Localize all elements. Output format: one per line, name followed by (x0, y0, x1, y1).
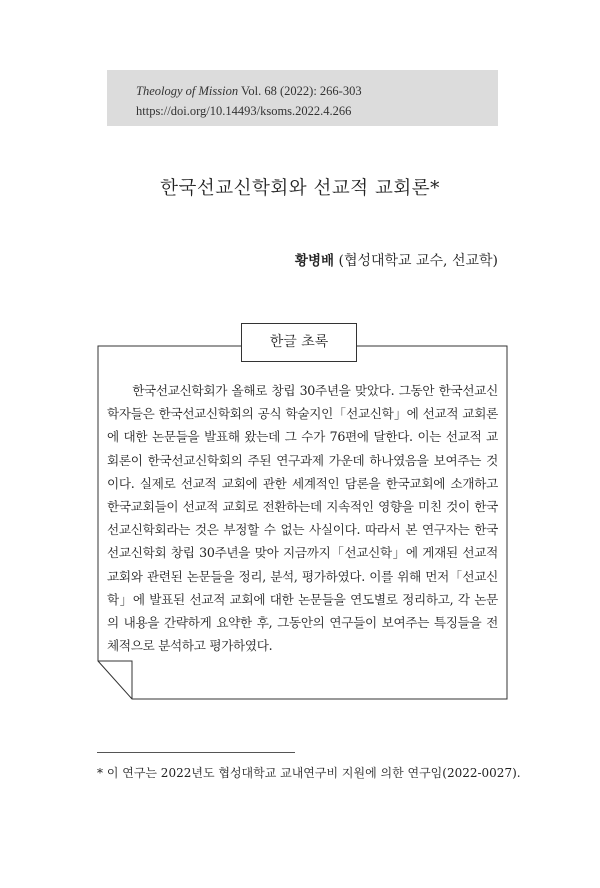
paper-title: 한국선교신학회와 선교적 교회론* (160, 178, 440, 199)
footnote: * 이 연구는 2022년도 협성대학교 교내연구비 지원에 의한 연구임(2022-0027). (97, 766, 521, 780)
author-line (295, 249, 498, 270)
footnote-divider (97, 752, 295, 753)
journal-name: Theology of Mission (136, 84, 239, 98)
journal-info-box (107, 70, 498, 126)
abstract-body (107, 379, 498, 657)
journal-volume: Vol. 68 (2022): 266-303 (238, 84, 362, 98)
journal-doi[interactable]: https://doi.org/10.14493/ksoms.2022.4.266 (136, 104, 352, 118)
abstract-text: 한국선교신학회가 올해로 창립 30주년을 맞았다. 그동안 한국선교신학자들은 한국선교신학회의 공식 학술지인「선교신학」에 선교적 교회론에 대한 논문들을 발표해 왔는데 그 수가 76편에 달한다. 이는 선교적 교회론이 한국선교신학회의 주된 연구과제 가운데 하나였음을 보여주는 것이다. 실제로 선교적 교회에 관한 세계적인 담론을 한국교회에 소개하고 한국교회들이 선교적 교회로 전환하는데 지속적인 영향을 미친 것이 한국선교신학회라는 것은 부정할 수 없는 사실이다. 따라서 본 연구자는 한국선교신학회 창립 30주년을 맞아 지금까지「선교신학」에 게재된 선교적 교회와 관련된 논문들을 정리, 분석, 평가하였다. 이를 위해 먼저「선교신학」에 발표된 선교적 교회에 대한 논문들을 연도별로 정리하고, 각 논문의 내용을 간략하게 요약한 후, 그동안의 연구들이 보여주는 특징들을 전체적으로 분석하고 평가하였다. (107, 383, 498, 654)
abstract-heading: 한글 초록 (241, 323, 357, 362)
author-affiliation: (협성대학교 교수, 선교학) (334, 253, 498, 269)
journal-citation (136, 81, 498, 101)
author-name: 황병배 (294, 253, 335, 269)
